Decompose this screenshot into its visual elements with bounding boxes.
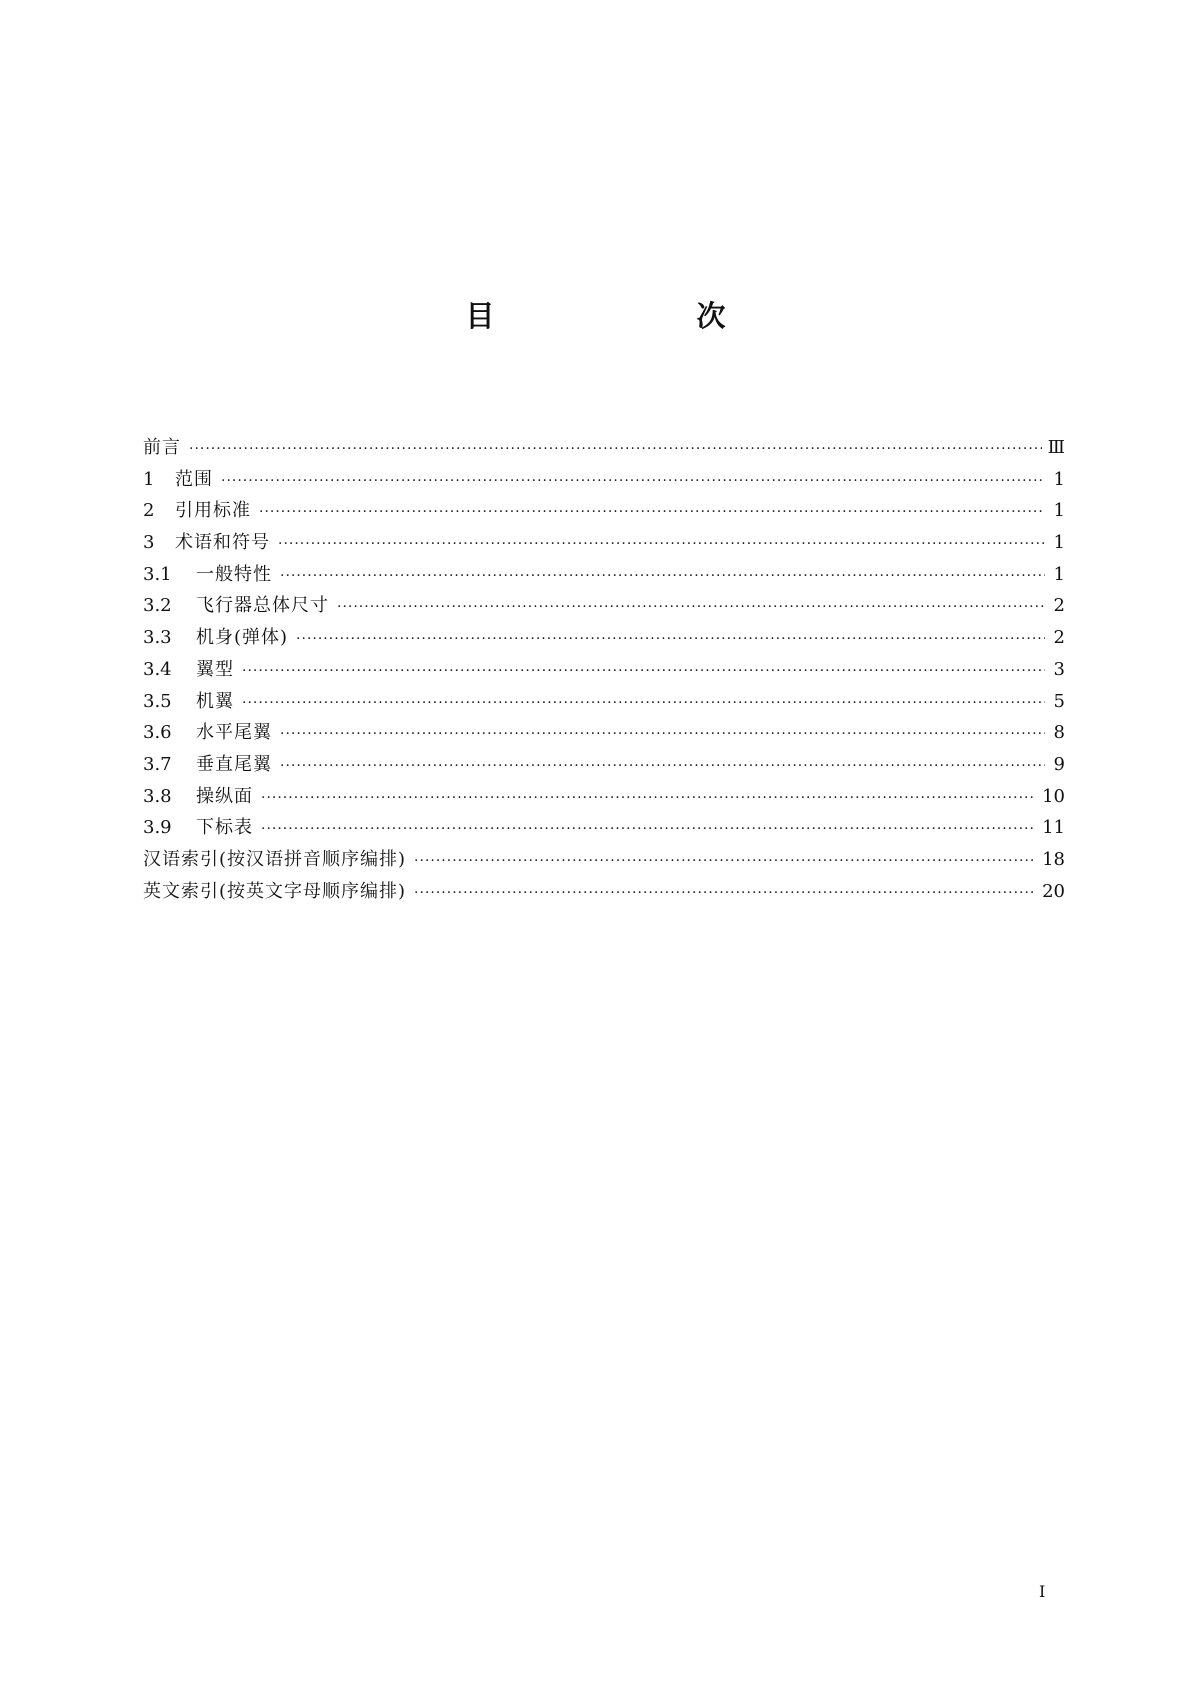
dot-leader [261, 786, 1036, 810]
toc-entry-english-index[interactable] [143, 880, 1065, 912]
toc-entry-page: 5 [1053, 690, 1065, 712]
toc-entry-page: 3 [1053, 658, 1065, 680]
toc-entry-title: 下标表 [196, 817, 253, 839]
toc-entry-title: 引用标准 [175, 500, 251, 522]
toc-entry-page: Ⅲ [1047, 437, 1065, 458]
toc-entry-page: 1 [1053, 500, 1065, 522]
toc-entry-title: 前言 [143, 437, 181, 458]
dot-leader [189, 437, 1042, 461]
dot-leader [221, 469, 1045, 493]
toc-entry-number: 3.1 [143, 563, 172, 585]
toc-entry-3-4[interactable] [143, 658, 1065, 690]
toc-entry-number: 3.4 [143, 658, 172, 680]
toc-entry-page: 10 [1042, 785, 1065, 807]
toc-entry-number: 3.8 [143, 785, 172, 807]
toc-entry-number: 2 [143, 500, 155, 522]
toc-entry-page: 1 [1053, 468, 1065, 490]
toc-entry-page: 9 [1053, 753, 1065, 775]
toc-entry-3-8[interactable] [143, 785, 1065, 817]
dot-leader [278, 532, 1045, 556]
toc-entry-title: 术语和符号 [175, 532, 270, 554]
toc-entry-3-6[interactable] [143, 721, 1065, 753]
toc-entry-3-7[interactable] [143, 753, 1065, 785]
toc-entry-title: 机身(弹体) [196, 627, 289, 649]
toc-entry-preface[interactable] [143, 436, 1065, 468]
toc-entry-page: 20 [1042, 880, 1065, 902]
toc-entry-2[interactable] [143, 499, 1065, 531]
toc-entry-number: 1 [143, 468, 155, 490]
toc-entry-chinese-index[interactable] [143, 848, 1065, 880]
dot-leader [280, 754, 1045, 778]
dot-leader [280, 722, 1045, 746]
dot-leader [337, 595, 1045, 619]
toc-entry-page: 1 [1053, 563, 1065, 585]
page-number: I [1039, 1582, 1046, 1601]
toc-entry-number: 3.2 [143, 595, 172, 617]
toc-entry-3-5[interactable] [143, 690, 1065, 722]
toc-entry-number: 3 [143, 532, 155, 554]
toc-entry-title: 机翼 [196, 690, 234, 712]
toc-entry-title: 英文索引(按英文字母顺序编排) [143, 880, 407, 902]
toc-entry-3[interactable] [143, 531, 1065, 563]
toc-entry-page: 1 [1053, 532, 1065, 554]
toc-entry-3-9[interactable] [143, 816, 1065, 848]
dot-leader [242, 691, 1045, 715]
toc-entry-title: 翼型 [196, 658, 234, 680]
toc-entry-title: 汉语索引(按汉语拼音顺序编排) [143, 848, 407, 870]
table-of-contents [143, 436, 1065, 911]
dot-leader [414, 881, 1036, 905]
dot-leader [242, 659, 1045, 683]
toc-entry-number: 3.7 [143, 753, 172, 775]
toc-entry-page: 8 [1053, 722, 1065, 744]
toc-entry-number: 3.5 [143, 690, 172, 712]
toc-entry-title: 操纵面 [196, 785, 253, 807]
toc-entry-title: 垂直尾翼 [196, 753, 272, 775]
dot-leader [296, 627, 1045, 651]
toc-entry-page: 11 [1042, 817, 1065, 839]
toc-entry-number: 3.9 [143, 817, 172, 839]
toc-entry-title: 范围 [175, 468, 213, 490]
toc-entry-title: 水平尾翼 [196, 722, 272, 744]
toc-entry-title: 飞行器总体尺寸 [196, 595, 329, 617]
toc-entry-page: 2 [1053, 627, 1065, 649]
dot-leader [259, 500, 1045, 524]
toc-entry-3-1[interactable] [143, 563, 1065, 595]
toc-entry-3-2[interactable] [143, 594, 1065, 626]
toc-entry-page: 18 [1042, 848, 1065, 870]
dot-leader [280, 564, 1045, 588]
toc-entry-title: 一般特性 [196, 563, 272, 585]
toc-entry-3-3[interactable] [143, 626, 1065, 658]
toc-entry-number: 3.3 [143, 627, 172, 649]
toc-entry-page: 2 [1053, 595, 1065, 617]
page-title: 目 次 [465, 299, 822, 333]
dot-leader [261, 817, 1036, 841]
toc-entry-1[interactable] [143, 468, 1065, 500]
toc-entry-number: 3.6 [143, 722, 172, 744]
dot-leader [414, 849, 1036, 873]
